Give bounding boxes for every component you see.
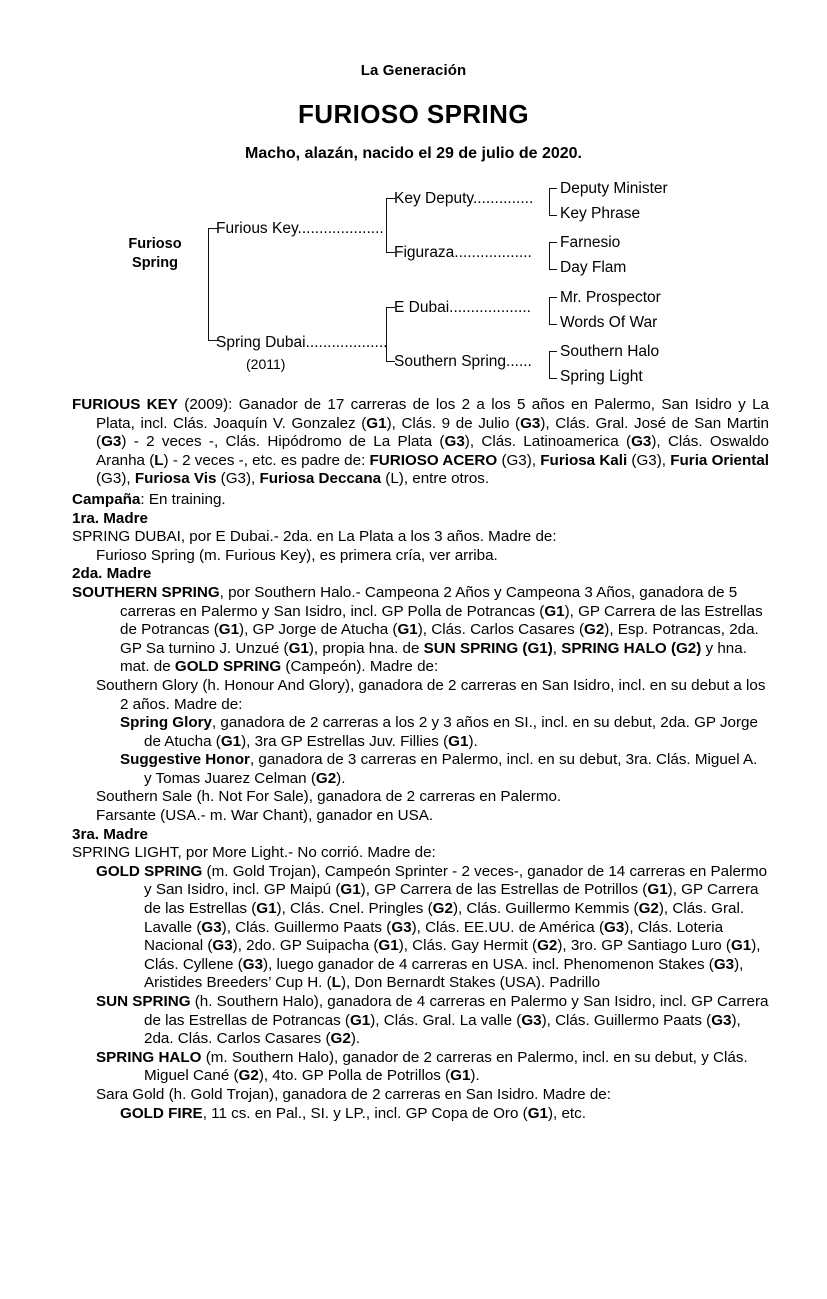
madre2-child-1: Southern Glory (h. Honour And Glory), ganadora de 2 carreras en San Isidro, incl. en su debut a los 2 años. Madre de: (96, 676, 766, 713)
madre3-spring-halo (72, 1049, 769, 1086)
madre2-text-f: ), propia hna. de (308, 639, 424, 657)
sire-text-i: (G3), (627, 451, 671, 469)
pedigree-g3-7: Southern Halo (560, 343, 660, 360)
grade-g2: G2 (330, 1030, 351, 1048)
campana-line (72, 491, 769, 510)
sire-paragraph (72, 396, 769, 489)
grade-g2: G2 (638, 900, 659, 918)
sibling-name: SUN SPRING (423, 639, 519, 657)
grade-g3: G3 (101, 433, 122, 451)
progeny-name: Furiosa Kali (540, 451, 628, 469)
pedigree-subject-line2: Spring (132, 255, 178, 271)
sire-text-f: ), Clás. Oswaldo Aranha ( (96, 433, 769, 469)
gs-text-d: ), Clás. Cnel. Pringles ( (276, 900, 433, 918)
sibling-name: SPRING HALO (561, 639, 667, 657)
horse-description: Macho, alazán, nacido el 29 de julio de 2020. (244, 145, 582, 162)
madre2-text-i: (Campeón). Madre de: (281, 658, 439, 676)
madre2-text-d: ), Clás. Carlos Casares ( (417, 621, 585, 639)
madre2-text-g: , (552, 639, 562, 657)
madre2-grandchild-1 (72, 714, 769, 751)
page-title: FURIOSO SPRING (298, 99, 529, 129)
gs-text-c: ), GP Carrera de las Estrellas ( (144, 881, 759, 918)
grade-g2: G2 (432, 900, 453, 918)
grade-g3: G3 (520, 414, 541, 432)
grade-g3: G3 (212, 937, 233, 955)
pedigree-text-body (72, 396, 769, 1123)
grade-g1: G1 (366, 414, 387, 432)
sibling-grade: (G2) (666, 639, 702, 657)
madre2-child-3: Farsante (USA.- m. War Chant), ganador en USA. (96, 807, 434, 825)
madre2-name: SOUTHERN SPRING (72, 583, 220, 601)
gf-text-a: , 11 cs. en Pal., SI. y LP., incl. GP Copa de Oro ( (202, 1104, 528, 1122)
madre2-text-e: ), Esp. Potrancas, 2da. GP Sa turnino J. Unzué ( (120, 621, 759, 657)
pedigree-subject-line1: Furioso (128, 236, 182, 252)
grade-g2: G2 (584, 621, 605, 639)
pedigree-g3-2: Key Phrase (560, 205, 641, 222)
grade-g1: G1 (349, 1011, 371, 1029)
spring-halo-name: SPRING HALO (96, 1048, 202, 1066)
gold-spring-name: GOLD SPRING (96, 862, 203, 880)
grade-g1: G1 (288, 639, 309, 657)
grade-g1: G1 (730, 937, 752, 955)
gs-text-k: ), Clás. Gay Hermit ( (398, 937, 538, 955)
pedigree-g3-4: Day Flam (560, 259, 627, 276)
madre3-sara-gold: Sara Gold (h. Gold Trojan), ganadora de 2 carreras en San Isidro. Madre de: (96, 1085, 611, 1103)
gs-text-m: ), Clás. Cyllene ( (144, 937, 761, 973)
sire-text-l: (L), entre otros. (381, 470, 490, 488)
gc2-text-b: ). (336, 769, 346, 787)
gs-text-l: ), 3ro. GP Santiago Luro ( (557, 937, 731, 955)
grade-g3: G3 (631, 433, 652, 451)
pedigree-dam: Spring Dubai................... (216, 334, 388, 351)
madre2-grandchild-2 (72, 751, 769, 788)
ss-text-e: ). (350, 1030, 361, 1048)
generation-label: La Generación (360, 62, 467, 79)
madre3-sun-spring (72, 993, 769, 1049)
grade-g3: G3 (604, 918, 625, 936)
grade-g2: G2 (537, 937, 558, 955)
pedigree-sire-sire: Key Deputy.............. (394, 190, 534, 207)
grade-g1: G1 (256, 900, 277, 918)
ss-text-b: ), Clás. Gral. La valle ( (370, 1011, 522, 1029)
madre2-text-b: ), GP Carrera de las Estrellas de Potrancas ( (120, 602, 763, 639)
madre1-line2: Furioso Spring (m. Furious Key), es primera cría, ver arriba. (96, 546, 498, 564)
madre3-gold-spring (72, 863, 769, 993)
pedigree-chart (0, 180, 827, 390)
grade-g3: G3 (201, 918, 222, 936)
sun-spring-name: SUN SPRING (96, 993, 191, 1010)
madre2-heading: 2da. Madre (72, 565, 152, 583)
gs-text-p: ), Don Bernardt Stakes (USA). Padrillo (340, 974, 601, 992)
grade-g1: G1 (378, 937, 399, 955)
bracket-gen3-2 (549, 242, 557, 270)
madre2-child-2: Southern Sale (h. Not For Sale), ganadora de 2 carreras en Palermo. (96, 788, 562, 806)
grade-g3: G3 (444, 433, 465, 451)
gc2-text-a: , ganadora de 3 carreras en Palermo, incl. en su debut, 3ra. Clás. Miguel A. y Tomas Juarez Celman ( (144, 751, 758, 787)
grade-g3: G3 (391, 918, 412, 936)
progeny-name: Furiosa Deccana (259, 470, 382, 488)
grade-g1: G1 (544, 602, 565, 620)
ss-text-d: ), 2da. Clás. Carlos Casares ( (144, 1011, 741, 1048)
pedigree-sire-dam: Figuraza.................. (394, 244, 532, 261)
grade-g1: G1 (218, 621, 240, 639)
ss-text-a: (h. Southern Halo), ganadora de 4 carreras en Palermo y San Isidro, incl. GP Carrera de las Estrellas de Potrancas ( (144, 993, 769, 1029)
grade-g3: G3 (521, 1011, 542, 1029)
grade-g1: G1 (397, 621, 418, 639)
gs-text-e: ), Clás. Guillermo Kemmis ( (452, 900, 639, 918)
grade-l: L (154, 451, 164, 469)
gs-text-g: ), Clás. Guillermo Paats ( (221, 918, 392, 936)
grade-g3: G3 (713, 955, 735, 973)
pedigree-subject (95, 235, 215, 273)
gold-fire-name: GOLD FIRE (120, 1104, 203, 1122)
madre2-main (72, 584, 769, 677)
gs-text-f: ), Clás. Gral. Lavalle ( (144, 900, 745, 936)
pedigree-g3-1: Deputy Minister (560, 180, 668, 197)
progeny-name: FURIOSO ACERO (369, 451, 498, 469)
grandchild-name: Suggestive Honor (120, 751, 250, 769)
madre1-line1: SPRING DUBAI, por E Dubai.- 2da. en La Plata a los 3 años. Madre de: (72, 528, 557, 546)
bracket-gen3-1 (549, 188, 557, 216)
pedigree-dam-sire: E Dubai................... (394, 299, 531, 316)
sire-text-j: (G3), (96, 470, 135, 488)
campana-label: Campaña (72, 490, 141, 508)
grade-g1: G1 (220, 732, 242, 750)
grandchild-name: Spring Glory (120, 714, 212, 732)
gc1-text-a: , ganadora de 2 carreras a los 2 y 3 años en SI., incl. en su debut, 2da. GP Jorge de Atucha ( (144, 714, 758, 750)
pedigree-g3-3: Farnesio (560, 234, 621, 251)
sire-text-a: : Ganador de 17 carreras de los 2 a los 5 años en Palermo, San Isidro y La Plata, incl. Clás. Joaquín V. Gonzalez ( (96, 396, 770, 432)
sire-text-g: ) - 2 veces -, etc. es padre de: (163, 451, 370, 469)
sibling-name: GOLD SPRING (174, 658, 282, 676)
pedigree-dam-year: (2011) (246, 356, 286, 372)
grade-g1: G1 (527, 1104, 548, 1122)
gc1-text-c: ). (468, 732, 478, 750)
bracket-gen1 (208, 228, 218, 341)
madre2-text-h: y hna. mat. de (120, 639, 747, 676)
gs-text-i: ), Clás. Loteria Nacional ( (144, 918, 724, 955)
grade-g3: G3 (242, 955, 264, 973)
grade-g1: G1 (450, 1067, 471, 1085)
gc1-text-b: ), 3ra GP Estrellas Juv. Fillies ( (241, 732, 449, 750)
grade-g3: G3 (711, 1011, 732, 1029)
gf-text-b: ), etc. (547, 1104, 586, 1122)
gs-text-j: ), 2do. GP Suipacha ( (232, 937, 379, 955)
bracket-gen3-4 (549, 351, 557, 379)
madre1-heading: 1ra. Madre (72, 509, 148, 527)
sire-text-k: (G3), (216, 470, 260, 488)
sh-text-a: (m. Southern Halo), ganador de 2 carreras en Palermo, incl. en su debut, y Clás. Miguel Cané ( (144, 1048, 748, 1085)
madre3-line1: SPRING LIGHT, por More Light.- No corrió. Madre de: (72, 844, 436, 862)
sire-text-b: ), Clás. 9 de Julio ( (386, 414, 521, 432)
campana-value: : En training. (140, 490, 226, 508)
bracket-gen3-3 (549, 297, 557, 325)
grade-g1: G1 (647, 881, 668, 899)
sibling-grade: (G1) (518, 639, 553, 657)
pedigree-sire: Furious Key.................... (216, 220, 384, 237)
gs-text-o: ), Aristides Breeders’ Cup H. ( (144, 955, 744, 992)
progeny-name: Furia Oriental (670, 451, 769, 469)
pedigree-g3-8: Spring Light (560, 368, 643, 385)
madre2-text-c: ), GP Jorge de Atucha ( (239, 621, 398, 639)
sh-text-c: ). (470, 1067, 480, 1085)
madre3-gold-fire (72, 1105, 769, 1124)
progeny-name: Furiosa Vis (134, 470, 217, 488)
gs-text-b: ), GP Carrera de las Estrellas de Potrillos ( (360, 881, 648, 899)
grade-l: L (331, 974, 341, 992)
gs-text-a: (m. Gold Trojan), Campeón Sprinter - 2 veces-, ganador de 14 carreras en Palermo y San Isidro, incl. GP Maipú ( (144, 862, 768, 899)
sire-text-d: ) - 2 veces -, Clás. Hipódromo de La Plata ( (121, 433, 445, 451)
madre2-text-a: , por Southern Halo.- Campeona 2 Años y Campeona 3 Años, ganadora de 5 carreras en Palermo y San Isidro, incl. GP Polla de Potrancas ( (120, 583, 738, 620)
pedigree-dam-dam: Southern Spring...... (394, 353, 532, 370)
sire-text-h: (G3), (497, 451, 541, 469)
sire-name: FURIOUS KEY (72, 396, 178, 413)
madre3-heading: 3ra. Madre (72, 825, 148, 843)
gs-text-n: ), luego ganador de 4 carreras en USA. incl. Phenomenon Stakes ( (263, 955, 714, 973)
pedigree-g3-5: Mr. Prospector (560, 289, 661, 306)
pedigree-g3-6: Words Of War (560, 314, 658, 331)
grade-g2: G2 (238, 1067, 259, 1085)
sire-year: (2009) (177, 396, 229, 413)
sh-text-b: ), 4to. GP Polla de Potrillos ( (258, 1067, 451, 1085)
grade-g1: G1 (448, 732, 469, 750)
ss-text-c: ), Clás. Guillermo Paats ( (541, 1011, 712, 1029)
document-header (0, 0, 827, 163)
sire-text-c: ), Clás. Gral. José de San Martin ( (96, 414, 769, 451)
gs-text-h: ), Clás. EE.UU. de América ( (411, 918, 605, 936)
grade-g1: G1 (340, 881, 361, 899)
grade-g2: G2 (315, 769, 337, 787)
sire-text-e: ), Clás. Latinoamerica ( (464, 433, 632, 451)
